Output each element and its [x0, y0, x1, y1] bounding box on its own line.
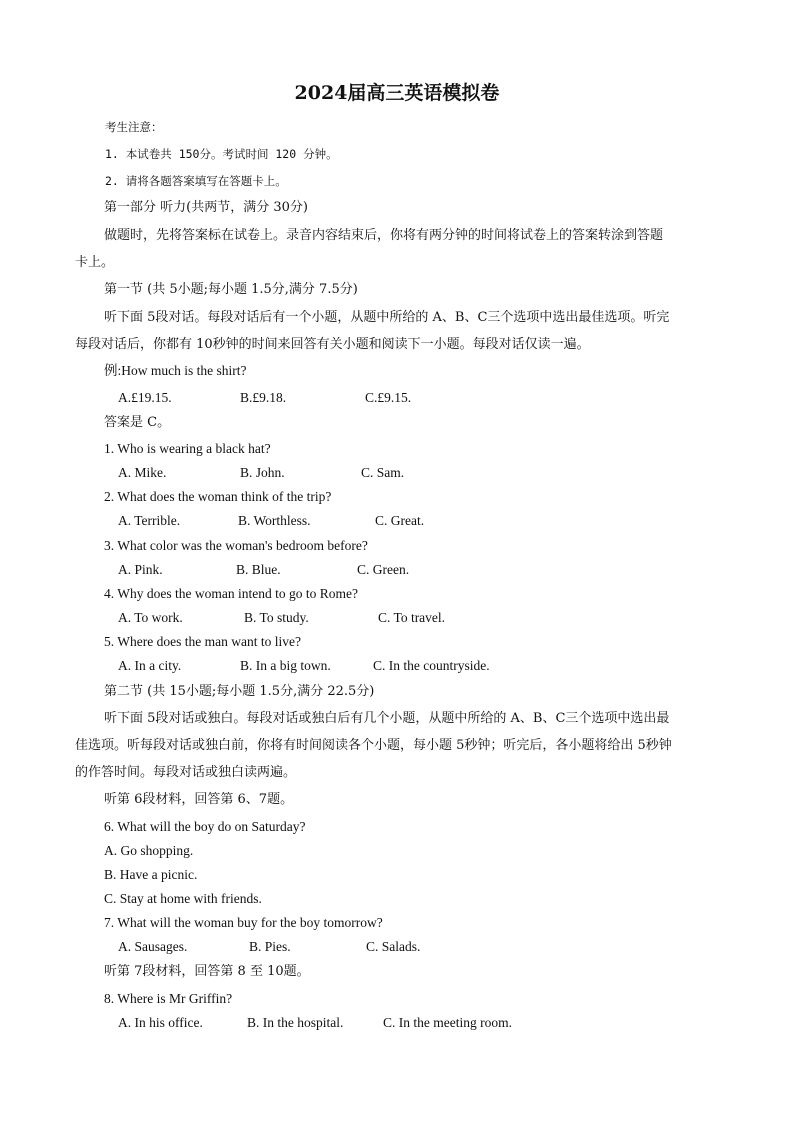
- section1-intro-line2: 每段对话后，你都有 10秒钟的时间来回答有关小题和阅读下一小题。每段对话仅读一遍。: [75, 337, 590, 352]
- question-4: 4. Why does the woman intend to go to Rome?: [104, 586, 358, 601]
- q3-option-b: B. Blue.: [236, 562, 281, 577]
- section2-intro-line3: 的作答时间。每段对话或独白读两遍。: [75, 765, 297, 780]
- q6-option-b: B. Have a picnic.: [104, 867, 198, 882]
- q5-option-a: A. In a city.: [118, 658, 182, 673]
- example-option-c: C.£9.15.: [365, 390, 412, 405]
- part1-heading: 第一部分 听力(共两节，满分 30分): [104, 200, 308, 215]
- q8-option-c: C. In the meeting room.: [383, 1015, 512, 1030]
- notice-heading: 考生注意：: [105, 120, 163, 134]
- q2-option-c: C. Great.: [375, 513, 425, 528]
- q4-option-b: B. To study.: [244, 610, 309, 625]
- q2-option-a: A. Terrible.: [118, 513, 181, 528]
- material-7-instruction: 听第 7段材料，回答第 8 至 10题。: [104, 964, 310, 979]
- example-answer: 答案是 C。: [104, 415, 171, 430]
- q4-option-c: C. To travel.: [378, 610, 446, 625]
- question-7: 7. What will the woman buy for the boy tomorrow?: [104, 915, 383, 930]
- q6-option-a: A. Go shopping.: [104, 843, 194, 858]
- q4-option-a: A. To work.: [118, 610, 183, 625]
- section2-intro-line1: 听下面 5段对话或独白。每段对话或独白后有几个小题，从题中所给的 A、B、C三个选项中选出最: [104, 711, 670, 726]
- q1-option-c: C. Sam.: [361, 465, 405, 480]
- q3-option-a: A. Pink.: [118, 562, 163, 577]
- question-1: 1. Who is wearing a black hat?: [104, 441, 271, 456]
- q1-option-a: A. Mike.: [118, 465, 167, 480]
- q8-option-b: B. In the hospital.: [247, 1015, 344, 1030]
- question-8: 8. Where is Mr Griffin?: [104, 991, 233, 1006]
- section2-intro-line2: 佳选项。听每段对话或独白前，你将有时间阅读各个小题，每小题 5秒钟；听完后，各小题将给出 5秒钟: [75, 738, 672, 753]
- q1-option-b: B. John.: [240, 465, 285, 480]
- example-option-a: A.£19.15.: [118, 390, 172, 405]
- part1-intro-line2: 卡上。: [75, 255, 115, 270]
- section1-intro-line1: 听下面 5段对话。每段对话后有一个小题，从题中所给的 A、B、C三个选项中选出最佳选项。听完: [104, 310, 670, 325]
- question-3: 3. What color was the woman's bedroom before?: [104, 538, 368, 553]
- q8-option-a: A. In his office.: [118, 1015, 203, 1030]
- q2-option-b: B. Worthless.: [238, 513, 311, 528]
- q5-option-b: B. In a big town.: [240, 658, 331, 673]
- example-question: 例:How much is the shirt?: [104, 363, 247, 378]
- question-2: 2. What does the woman think of the trip?: [104, 489, 332, 504]
- material-6-instruction: 听第 6段材料，回答第 6、7题。: [104, 792, 294, 807]
- notice-item-1: 1. 本试卷共 150分。考试时间 120 分钟。: [105, 147, 338, 161]
- q3-option-c: C. Green.: [357, 562, 410, 577]
- q5-option-c: C. In the countryside.: [373, 658, 490, 673]
- example-option-b: B.£9.18.: [240, 390, 287, 405]
- q7-option-b: B. Pies.: [249, 939, 291, 954]
- part1-intro-line1: 做题时，先将答案标在试卷上。录音内容结束后，你将有两分钟的时间将试卷上的答案转涂到答题: [104, 228, 664, 243]
- section1-heading: 第一节 (共 5小题;每小题 1.5分,满分 7.5分): [104, 282, 358, 297]
- question-6: 6. What will the boy do on Saturday?: [104, 819, 306, 834]
- q7-option-c: C. Salads.: [366, 939, 421, 954]
- q7-option-a: A. Sausages.: [118, 939, 188, 954]
- section2-heading: 第二节 (共 15小题;每小题 1.5分,满分 22.5分): [104, 684, 375, 699]
- notice-item-2: 2. 请将各题答案填写在答题卡上。: [105, 174, 287, 188]
- q6-option-c: C. Stay at home with friends.: [104, 891, 262, 906]
- question-5: 5. Where does the man want to live?: [104, 634, 301, 649]
- page-title: 2024届高三英语模拟卷: [294, 82, 500, 104]
